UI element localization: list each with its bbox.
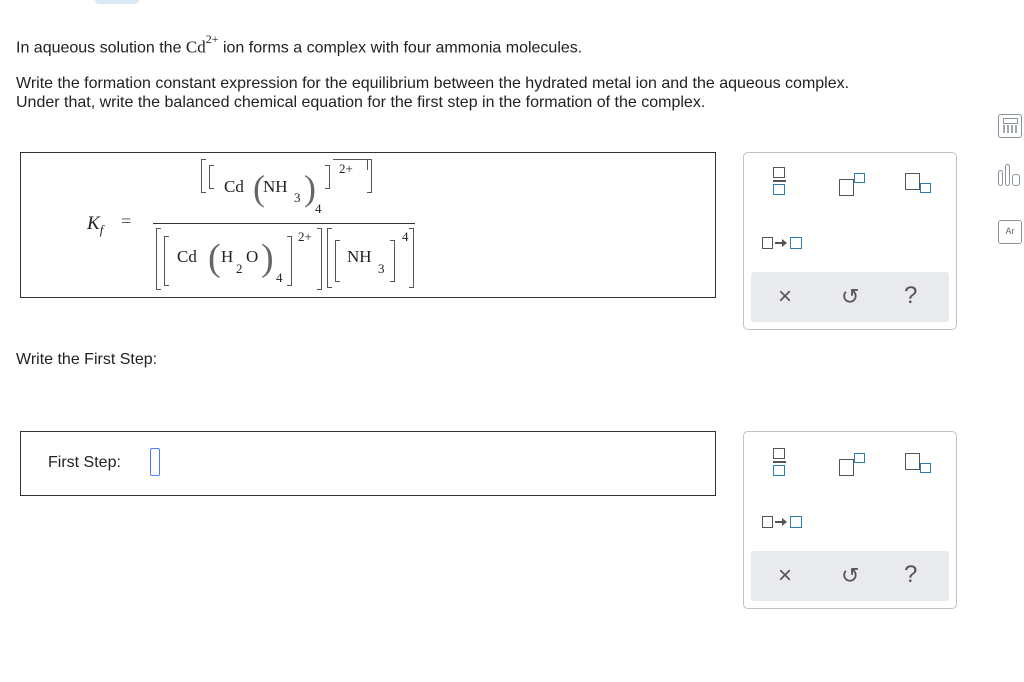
fraction-bar xyxy=(153,223,415,224)
undo-button[interactable]: ↺ xyxy=(841,563,860,588)
left-paren: ( xyxy=(253,168,265,208)
den-ligand-o: O xyxy=(246,247,259,266)
fraction-icon[interactable] xyxy=(773,448,787,478)
palette-footer xyxy=(751,551,949,601)
right-bracket xyxy=(390,240,395,282)
num-count: 4 xyxy=(315,201,322,216)
periodic-table-label: Ar xyxy=(1005,226,1015,236)
left-bracket xyxy=(156,228,161,290)
equals-sign: = xyxy=(121,211,132,231)
left-bracket xyxy=(201,159,206,193)
superscript-icon[interactable] xyxy=(839,173,865,197)
help-button[interactable]: ? xyxy=(904,561,918,588)
first-step-label: First Step: xyxy=(48,454,121,471)
num-ligand: NH xyxy=(263,177,288,196)
top-tab-indicator xyxy=(95,0,139,4)
subscript-icon[interactable] xyxy=(905,173,931,197)
den-count: 4 xyxy=(276,270,283,285)
help-button[interactable]: ? xyxy=(904,282,918,309)
den-second-sub: 3 xyxy=(378,261,385,276)
first-step-heading: Write the First Step: xyxy=(16,351,158,368)
fraction-icon[interactable] xyxy=(773,167,787,197)
instruction-line-2: Under that, write the balanced chemical equation for the first step in the formation of the complex. xyxy=(16,94,706,111)
reaction-arrow-icon[interactable] xyxy=(762,235,802,251)
first-step-answer-box[interactable] xyxy=(20,431,716,496)
left-paren: ( xyxy=(208,237,221,279)
right-paren: ) xyxy=(304,168,316,208)
left-bracket xyxy=(209,165,214,189)
math-palette-2 xyxy=(743,431,957,609)
reaction-arrow-icon[interactable] xyxy=(762,514,802,530)
num-charge: 2+ xyxy=(339,161,353,176)
charge-box xyxy=(333,159,368,170)
palette-footer xyxy=(751,272,949,322)
den-second-power: 4 xyxy=(402,229,409,244)
question-intro: In aqueous solution the $Cd^{2+}$ ion forms a complex with four ammonia molecules. xyxy=(16,32,583,57)
den-ligand-h: H xyxy=(221,247,234,266)
left-bracket xyxy=(327,228,332,288)
den-second: NH xyxy=(347,247,372,266)
kf-symbol: $K_f$ xyxy=(87,213,104,237)
math-palette-1 xyxy=(743,152,957,330)
right-bracket xyxy=(325,165,330,189)
periodic-table-icon[interactable] xyxy=(998,220,1022,244)
right-bracket xyxy=(287,236,292,286)
superscript-icon[interactable] xyxy=(839,453,865,477)
calculator-icon[interactable] xyxy=(998,114,1022,138)
cd-ion-charge: 2+ xyxy=(205,32,219,46)
input-cursor[interactable] xyxy=(150,448,160,476)
kf-answer-box[interactable] xyxy=(20,152,716,298)
undo-button[interactable]: ↺ xyxy=(841,284,860,309)
clear-button[interactable]: × xyxy=(778,283,793,310)
num-metal: Cd xyxy=(224,177,244,196)
right-bracket xyxy=(409,228,414,288)
den-metal: Cd xyxy=(177,247,197,266)
right-bracket xyxy=(317,228,322,290)
instruction-line-1: Write the formation constant expression for the equilibrium between the hydrated metal ion and the aqueous complex. xyxy=(16,75,850,92)
num-ligand-sub: 3 xyxy=(294,190,301,205)
left-bracket xyxy=(335,240,340,282)
right-paren: ) xyxy=(261,237,274,279)
den-ligand-sub: 2 xyxy=(236,261,243,276)
den-charge: 2+ xyxy=(298,229,312,244)
chart-icon[interactable] xyxy=(998,162,1022,188)
subscript-icon[interactable] xyxy=(905,453,931,477)
clear-button[interactable]: × xyxy=(778,562,793,589)
cd-ion-symbol: Cd xyxy=(185,37,206,57)
left-bracket xyxy=(164,236,169,286)
